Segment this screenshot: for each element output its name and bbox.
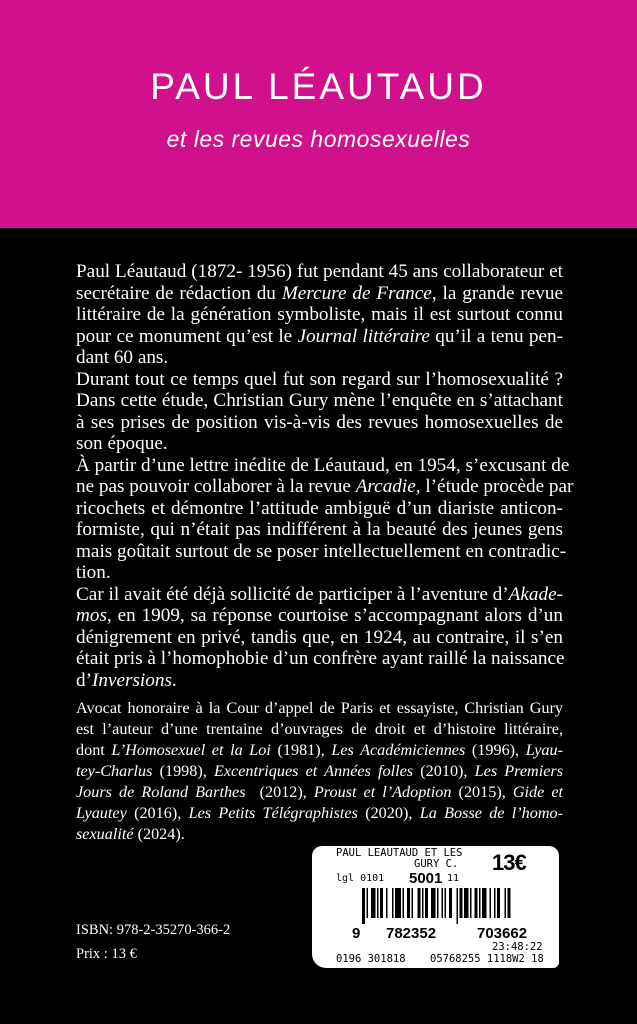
text-segment: Car il avait été déjà sollicité de participer à l’aventure d’ bbox=[76, 583, 509, 605]
italic-title: L’Homosexuel et la Loi bbox=[111, 741, 271, 759]
text-line bbox=[76, 519, 563, 541]
italic-title: Mercure de France bbox=[281, 282, 432, 304]
text-segment: tion. bbox=[76, 562, 111, 583]
text-segment: dénigrement en privé, tandis que, en 1924, au contraire, il s’en bbox=[76, 626, 563, 648]
text-segment: (1996), bbox=[465, 741, 526, 759]
synopsis bbox=[76, 261, 574, 691]
barcode-bar bbox=[437, 888, 439, 918]
book-subtitle: et les revues homosexuelles bbox=[166, 126, 471, 152]
italic-title: Jours de Roland Barthes bbox=[76, 783, 246, 801]
text-line bbox=[76, 782, 563, 803]
barcode-bar bbox=[497, 888, 500, 918]
text-line bbox=[76, 433, 563, 455]
italic-title: Gide et bbox=[512, 783, 564, 801]
text-segment: (2024). bbox=[133, 825, 185, 843]
text-segment: . bbox=[171, 669, 177, 691]
barcode-bar bbox=[395, 888, 401, 918]
text-line bbox=[76, 390, 563, 412]
text-line bbox=[76, 540, 567, 563]
text-segment: (1981), bbox=[270, 741, 332, 759]
sticker-code-big: 5001 bbox=[409, 870, 443, 887]
text-segment: qu’il a tenu pen- bbox=[429, 325, 563, 347]
text-segment: formiste, qui n’était pas indifférent à la beauté des jeunes gens bbox=[76, 519, 563, 540]
barcode-bar bbox=[380, 888, 383, 918]
text-segment: mais goûtait surtout de se poser intellectuellement en contradic- bbox=[76, 540, 567, 562]
barcode-icon bbox=[362, 888, 547, 924]
text-line bbox=[76, 304, 563, 326]
text-segment: (2010), bbox=[413, 762, 475, 780]
text-line bbox=[76, 347, 563, 369]
text-line bbox=[76, 605, 563, 627]
text-line bbox=[76, 719, 563, 740]
sticker-footer-left: 0196 301818 bbox=[336, 953, 406, 965]
italic-title: Proust et l’Adoption bbox=[313, 783, 452, 801]
italic-title: Les Académiciennes bbox=[331, 741, 466, 759]
barcode-bar bbox=[475, 888, 478, 918]
italic-title: Inversions bbox=[91, 669, 172, 691]
barcode-bar bbox=[412, 888, 414, 918]
sticker-footer-right: 05768255 1118W2 18 bbox=[430, 953, 544, 965]
barcode-bar bbox=[403, 888, 405, 918]
barcode-bar bbox=[425, 888, 428, 918]
text-segment: d’ bbox=[76, 669, 92, 691]
isbn-block bbox=[76, 918, 230, 966]
italic-title: La Bosse de l’homo- bbox=[419, 804, 564, 822]
text-line bbox=[76, 261, 563, 283]
barcode-bar bbox=[482, 888, 487, 918]
barcode-bar bbox=[386, 888, 388, 918]
sticker-price: 13€ bbox=[492, 850, 526, 875]
text-segment: dont bbox=[76, 741, 112, 759]
italic-title: Journal littéraire bbox=[297, 325, 430, 347]
text-line bbox=[76, 412, 563, 434]
ean-left: 782352 bbox=[386, 925, 437, 942]
barcode-bar bbox=[418, 888, 421, 918]
text-segment: à ses prises de position vis-à-vis des revues homosexuelles de bbox=[76, 411, 563, 433]
book-title: PAUL LÉAUTAUD bbox=[150, 66, 487, 107]
barcode-bar bbox=[392, 888, 394, 918]
text-segment: Paul Léautaud (1872- 1956) fut pendant 45 ans collaborateur et bbox=[76, 261, 563, 282]
italic-title: Excentriques et Années folles bbox=[213, 762, 414, 780]
text-segment: son époque. bbox=[76, 433, 168, 454]
barcode-bar bbox=[457, 888, 459, 924]
text-line bbox=[76, 670, 563, 692]
italic-title: Les Premiers bbox=[474, 762, 564, 780]
text-segment: ricochets et démontre l’attitude ambiguë d’un diariste anticon- bbox=[76, 497, 563, 519]
text-segment: À partir d’une lettre inédite de Léautaud, en 1954, s’excusant de bbox=[76, 454, 570, 476]
sticker-author: GURY C. bbox=[414, 858, 459, 870]
italic-title: Lyau- bbox=[525, 741, 564, 759]
barcode-bar bbox=[407, 888, 410, 918]
sticker-title: PAUL LEAUTAUD ET LES bbox=[336, 847, 463, 859]
sticker-code-small: 11 bbox=[447, 873, 460, 884]
barcode-bar bbox=[445, 888, 447, 918]
barcode-bar bbox=[479, 888, 481, 918]
text-segment: Dans cette étude, Christian Gury mène l’enquête en s’attachant bbox=[76, 390, 563, 411]
barcode-bar bbox=[508, 888, 511, 918]
text-line bbox=[76, 698, 563, 719]
barcode-bar bbox=[422, 888, 424, 918]
text-line bbox=[76, 498, 563, 520]
italic-title: Akade- bbox=[508, 583, 563, 605]
text-segment: ne pas pouvoir collaborer à la revue bbox=[76, 476, 356, 497]
barcode-bar bbox=[449, 888, 452, 918]
text-line bbox=[76, 803, 563, 824]
text-segment: pour ce monument qu’est le bbox=[76, 325, 298, 347]
author-bio bbox=[76, 698, 563, 845]
barcode-bar bbox=[431, 888, 436, 918]
isbn-text: ISBN: 978-2-35270-366-2 bbox=[76, 922, 231, 938]
text-segment: (1998), bbox=[152, 762, 214, 780]
text-segment: (2020), bbox=[357, 804, 420, 822]
text-segment: secrétaire de rédaction du bbox=[76, 282, 282, 304]
barcode-bar bbox=[490, 888, 492, 918]
price-text: Prix : 13 € bbox=[76, 946, 137, 962]
italic-title: tey-Charlus bbox=[76, 762, 153, 780]
text-segment: était pris à l’homophobie d’un confrère ayant raillé la naissance bbox=[76, 648, 565, 669]
text-segment: est l’auteur d’une trentaine d’ouvrages de droit et d’histoire littéraire, bbox=[76, 720, 563, 738]
text-segment: (2015), bbox=[451, 783, 513, 801]
ean-first-digit: 9 bbox=[352, 925, 361, 942]
sticker-time: 23:48:22 bbox=[492, 941, 543, 953]
text-segment: Avocat honoraire à la Cour d’appel de Paris et essayiste, Christian Gury bbox=[76, 699, 563, 717]
text-line bbox=[76, 824, 563, 845]
text-line bbox=[76, 283, 563, 305]
text-segment: littéraire de la génération symboliste, mais il est surtout connu bbox=[76, 304, 563, 325]
barcode-sticker bbox=[312, 846, 559, 968]
barcode-bar bbox=[460, 888, 463, 918]
barcode-bar bbox=[470, 888, 472, 918]
text-line bbox=[76, 584, 563, 606]
italic-title: mos bbox=[76, 605, 107, 626]
italic-title: Arcadie, bbox=[355, 476, 421, 497]
text-segment: Durant tout ce temps quel fut son regard sur l’homosexualité ? bbox=[76, 368, 563, 390]
barcode-bar bbox=[362, 888, 365, 924]
text-segment: (2012), bbox=[245, 783, 314, 801]
text-line bbox=[76, 454, 570, 477]
ean-right: 703662 bbox=[477, 925, 528, 942]
text-line bbox=[76, 761, 563, 782]
text-line bbox=[76, 562, 563, 584]
italic-title: sexualité bbox=[76, 825, 134, 843]
text-line bbox=[76, 476, 574, 498]
text-segment: l’étude procède par bbox=[420, 476, 574, 497]
italic-title: Lyautey bbox=[76, 804, 127, 822]
sticker-code: lgl 0101 bbox=[336, 873, 385, 884]
barcode-bar bbox=[371, 888, 376, 918]
text-segment: dant 60 ans. bbox=[76, 347, 169, 368]
barcode-bar bbox=[377, 888, 379, 918]
italic-title: Les Petits Télégraphistes bbox=[188, 804, 358, 822]
barcode-bar bbox=[442, 888, 444, 918]
barcode-bar bbox=[367, 888, 369, 918]
text-segment: , la grande revue bbox=[431, 282, 564, 304]
text-segment: (2016), bbox=[126, 804, 189, 822]
text-line bbox=[76, 648, 563, 670]
title-band bbox=[0, 0, 637, 228]
text-segment: , en 1909, sa réponse courtoise s’accompagnant alors d’un bbox=[106, 605, 563, 626]
text-line bbox=[76, 740, 563, 761]
barcode-bar bbox=[494, 888, 496, 918]
barcode-bar bbox=[464, 888, 469, 918]
barcode-bar bbox=[505, 888, 507, 918]
text-line bbox=[76, 369, 563, 391]
text-line bbox=[76, 326, 563, 348]
text-line bbox=[76, 627, 563, 649]
